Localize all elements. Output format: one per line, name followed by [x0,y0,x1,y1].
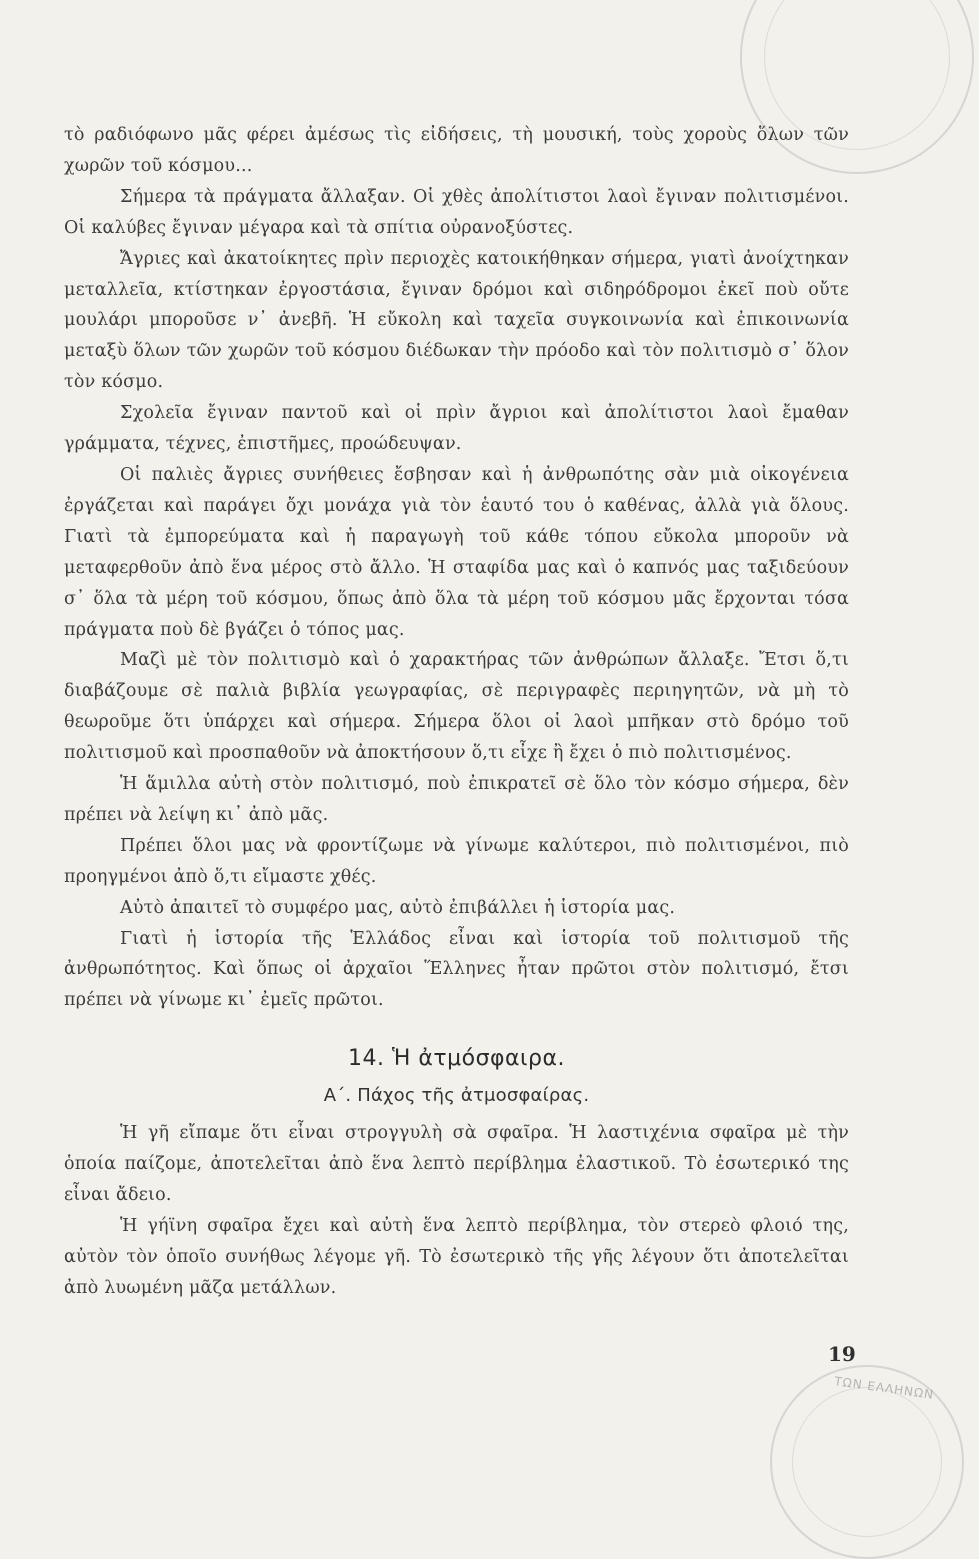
section-heading: 14. Ἡ ἀτμόσφαιρα. [348,1046,565,1072]
paragraph: Πρέπει ὅλοι μας νὰ φροντίζωμε νὰ γίνωμε καλύτεροι, πιὸ πολιτισμένοι, πιὸ προηγμένοι ἀπὸ ὅ,τι εἴμαστε χθές. [64,835,849,887]
paragraph: Σχολεῖα ἔγιναν παντοῦ καὶ οἱ πρὶν ἄγριοι καὶ ἀπολίτιστοι λαοὶ ἔμαθαν γράμματα, τέχνες, ἐπιστῆμες, προώδευψαν. [64,403,849,455]
paragraph: Αὐτὸ ἀπαιτεῖ τὸ συμφέρο μας, αὐτὸ ἐπιβάλλει ἡ ἱστορία μας. [120,897,676,918]
paragraph: Ἡ γήϊνη σφαῖρα ἔχει καὶ αὐτὴ ἕνα λεπτὸ περίβλημα, τὸν στερεὸ φλοιό της, αὐτὸν τὸν ὁποῖο συνήθως λέγομε γῆ. Τὸ ἐσωτερικὸ τῆς γῆς λέγουν ὅτι ἀποτελεῖται ἀπὸ λυωμένη μᾶζα μετάλλων. [64,1216,849,1298]
paragraph: Σήμερα τὰ πράγματα ἄλλαξαν. Οἱ χθὲς ἀπολίτιστοι λαοὶ ἔγιναν πολιτισμένοι. Οἱ καλύβες ἔγιναν μέγαρα καὶ τὰ σπίτια οὐρανοξύστες. [64,186,849,238]
paragraph: Ἡ ἅμιλλα αὐτὴ στὸν πολιτισμό, ποὺ ἐπικρατεῖ σὲ ὅλο τὸν κόσμο σήμερα, δὲν πρέπει νὰ λείψη κι᾽ ἀπὸ μᾶς. [64,774,849,825]
paragraph: Οἱ παλιὲς ἄγριες συνήθειες ἔσβησαν καὶ ἡ ἀνθρωπότης σὰν μιὰ οἰκογένεια ἐργάζεται καὶ παράγει ὄχι μονάχα γιὰ τὸν ἑαυτό του ὁ καθένας, ἀλλὰ γιὰ ὅλους. Γιατὶ τὰ ἐμπορεύματα καὶ ἡ παραγωγὴ τοῦ κάθε τόπου εὔκολα μποροῦν νὰ μεταφερθοῦν ἀπὸ ἕνα μέρος στὸ ἄλλο. Ἡ σταφίδα μας καὶ ὁ καπνός μας ταξιδεύουν σ᾽ ὅλα τὰ μέρη τοῦ κόσμου, ὅπως ἀπὸ ὅλα τὰ μέρη τοῦ κόσμου μᾶς ἔρχονται τόσα πράγματα ποὺ δὲ βγάζει ὁ τόπος μας. [64,464,849,640]
text-column [64,120,849,1304]
paragraph: Μαζὶ μὲ τὸν πολιτισμὸ καὶ ὁ χαρακτήρας τῶν ἀνθρώπων ἄλλαξε. Ἔτσι ὅ,τι διαβάζουμε σὲ παλιὰ βιβλία γεωγραφίας, σὲ περιγραφὲς περιηγητῶν, νὰ μὴ τὸ θεωροῦμε ὅτι ὑπάρχει καὶ σήμερα. Σήμερα ὅλοι οἱ λαοὶ μπῆκαν στὸ δρόμο τοῦ πολιτισμοῦ καὶ προσπαθοῦν νὰ ἀποκτήσουν ὅ,τι εἶχε ἢ ἔχει ὁ πιὸ πολιτισμένος. [64,650,849,764]
stamp-text: ΤΩΝ ΕΛΛΗΝΩΝ [833,1374,935,1402]
page-number: 19 [828,1342,856,1366]
paragraph: Γιατὶ ἡ ἱστορία τῆς Ἑλλάδος εἶναι καὶ ἱστορία τοῦ πολιτισμοῦ τῆς ἀνθρωπότητος. Καὶ ὅπως οἱ ἀρχαῖοι Ἕλληνες ἦταν πρῶτοι στὸν πολιτισμό, ἔτσι πρέπει νὰ γίνωμε κι᾽ ἐμεῖς πρῶτοι. [64,928,849,1011]
paragraph: Ἄγριες καὶ ἀκατοίκητες πρὶν περιοχὲς κατοικήθηκαν σήμερα, γιατὶ ἀνοίχτηκαν μεταλλεῖα, κτίστηκαν ἐργοστάσια, ἔγιναν δρόμοι καὶ σιδηρόδρομοι ἐκεῖ ποὺ οὔτε μουλάρι μποροῦσε ν᾽ ἀνεβῆ. Ἡ εὔκολη καὶ ταχεῖα συγκοινωνία καὶ ἐπικοινωνία μεταξὺ ὅλων τῶν χωρῶν τοῦ κόσμου διέδωκαν τὴν πρόοδο καὶ τὸν πολιτισμὸ σ᾽ ὅλον τὸν κόσμο. [64,248,849,393]
subsection-heading: Α΄. Πάχος τῆς ἀτμοσφαίρας. [323,1085,590,1107]
library-stamp-bottom [770,1365,964,1559]
paragraph: τὸ ραδιόφωνο μᾶς φέρει ἀμέσως τὶς εἰδήσεις, τὴ μουσική, τοὺς χοροὺς ὅλων τῶν χωρῶν τοῦ κόσμου... [64,125,849,176]
paragraph: Ἡ γῆ εἴπαμε ὅτι εἶναι στρογγυλὴ σὰ σφαῖρα. Ἡ λαστιχένια σφαῖρα μὲ τὴν ὁποία παίζομε, ἀποτελεῖται ἀπὸ ἕνα λεπτὸ περίβλημα ἐλαστικοῦ. Τὸ ἐσωτερικό της εἶναι ἄδειο. [64,1123,849,1206]
